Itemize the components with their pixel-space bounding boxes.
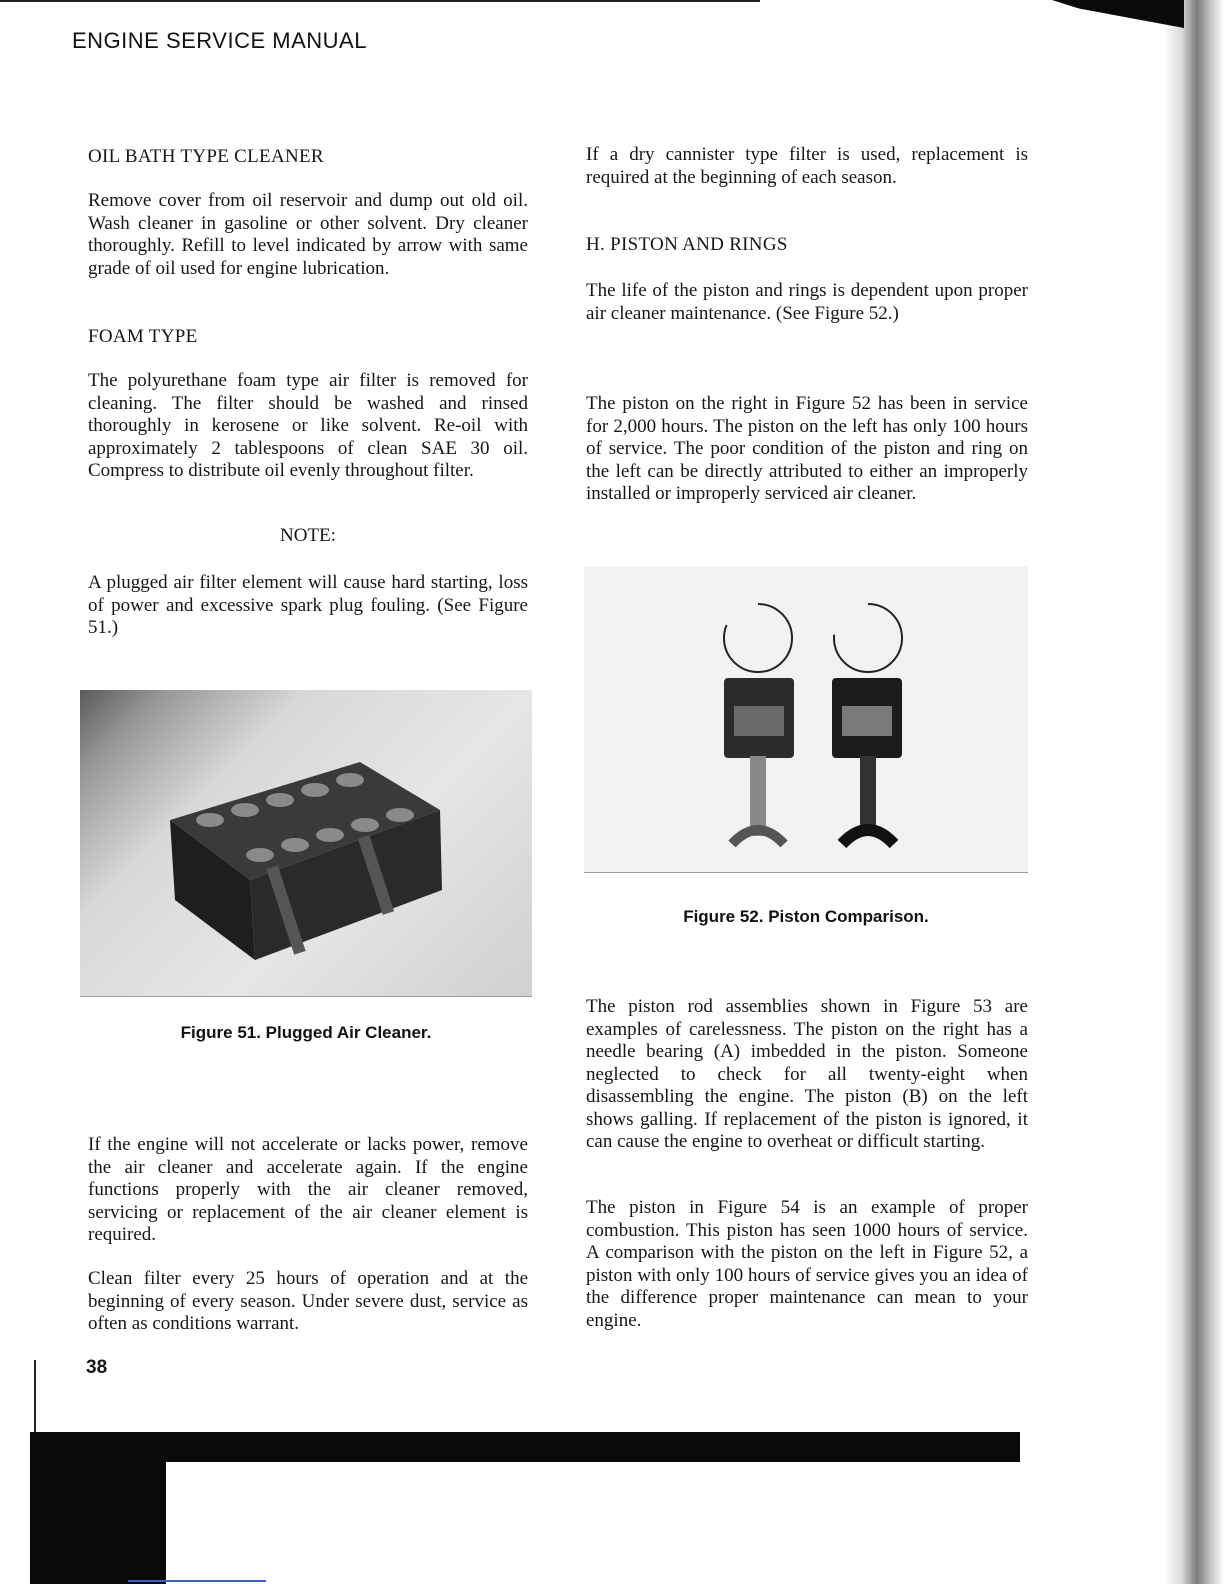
figure-52-photo [584,566,1028,873]
running-header: ENGINE SERVICE MANUAL [72,28,367,53]
note-paragraph: A plugged air filter element will cause hard starting, loss of power and excessive spark plug fouling. (See Figure 51.) [88,572,528,638]
clean-filter-paragraph: Clean filter every 25 hours of operation and at the beginning of every season. Under severe dust, service as often as conditions warrant. [88,1268,528,1334]
top-rule [0,0,760,2]
oil-bath-heading: OIL BATH TYPE CLEANER [88,146,324,167]
note-label: NOTE: [280,525,336,546]
piston-rings-heading: H. PISTON AND RINGS [586,234,788,255]
foam-type-heading: FOAM TYPE [88,326,198,347]
bottom-scan-bar [30,1432,1020,1462]
piston-comparison-paragraph: The piston on the right in Figure 52 has been in service for 2,000 hours. The piston on the left has only 100 hours of service. The poor condition of the piston and ring on the left can be directly attributed to either an improperly installed or improperly serviced air cleaner. [586,393,1028,504]
left-margin-rule [34,1360,36,1440]
oil-bath-paragraph: Remove cover from oil reservoir and dump out old oil. Wash cleaner in gasoline or other solvent. Dry cleaner thoroughly. Refill to level indicated by arrow with same grade of oil used for engine lubrication. [88,190,528,279]
scan-corner-shadow [1052,0,1184,28]
piston-rod-paragraph: The piston rod assemblies shown in Figure 53 are examples of carelessness. The piston on the right has a needle bearing (A) imbedded in the piston. Someone neglected to check for all twenty-eight when disassembling the engine. The piston (B) on the left shows galling. If replacement of the piston is ignored, it can cause the engine to overheat or difficult starting. [586,996,1028,1152]
dry-filter-paragraph: If a dry cannister type filter is used, replacement is required at the beginning of each season. [586,144,1028,188]
scan-edge-shadow [1164,0,1224,1584]
figure-51-caption: Figure 51. Plugged Air Cleaner. [180,1023,432,1042]
figure-51-photo [80,690,532,997]
foam-type-paragraph: The polyurethane foam type air filter is removed for cleaning. The filter should be washed and rinsed thoroughly in kerosene or like solvent. Re-oil with approximately 2 tablespoons of clean SAE 30 oil. Compress to distribute oil evenly throughout filter. [88,370,528,481]
pistons-illustration [584,566,1028,872]
air-cleaner-illustration [80,690,532,996]
accelerate-paragraph: If the engine will not accelerate or lacks power, remove the air cleaner and accelerate again. If the engine functions properly with the air cleaner removed, servicing or replacement of the air cleaner element is required. [88,1134,528,1245]
proper-combustion-paragraph: The piston in Figure 54 is an example of proper combustion. This piston has seen 1000 hours of service. A comparison with the piston on the left in Figure 52, a piston with only 100 hours of service gives you an idea of the difference proper maintenance can mean to your engine. [586,1197,1028,1331]
page-number: 38 [86,1357,108,1378]
piston-life-paragraph: The life of the piston and rings is dependent upon proper air cleaner maintenance. (See Figure 52.) [586,280,1028,324]
bottom-link-underline [128,1580,266,1582]
figure-52-caption: Figure 52. Piston Comparison. [683,907,929,926]
bottom-scan-block [30,1460,166,1584]
